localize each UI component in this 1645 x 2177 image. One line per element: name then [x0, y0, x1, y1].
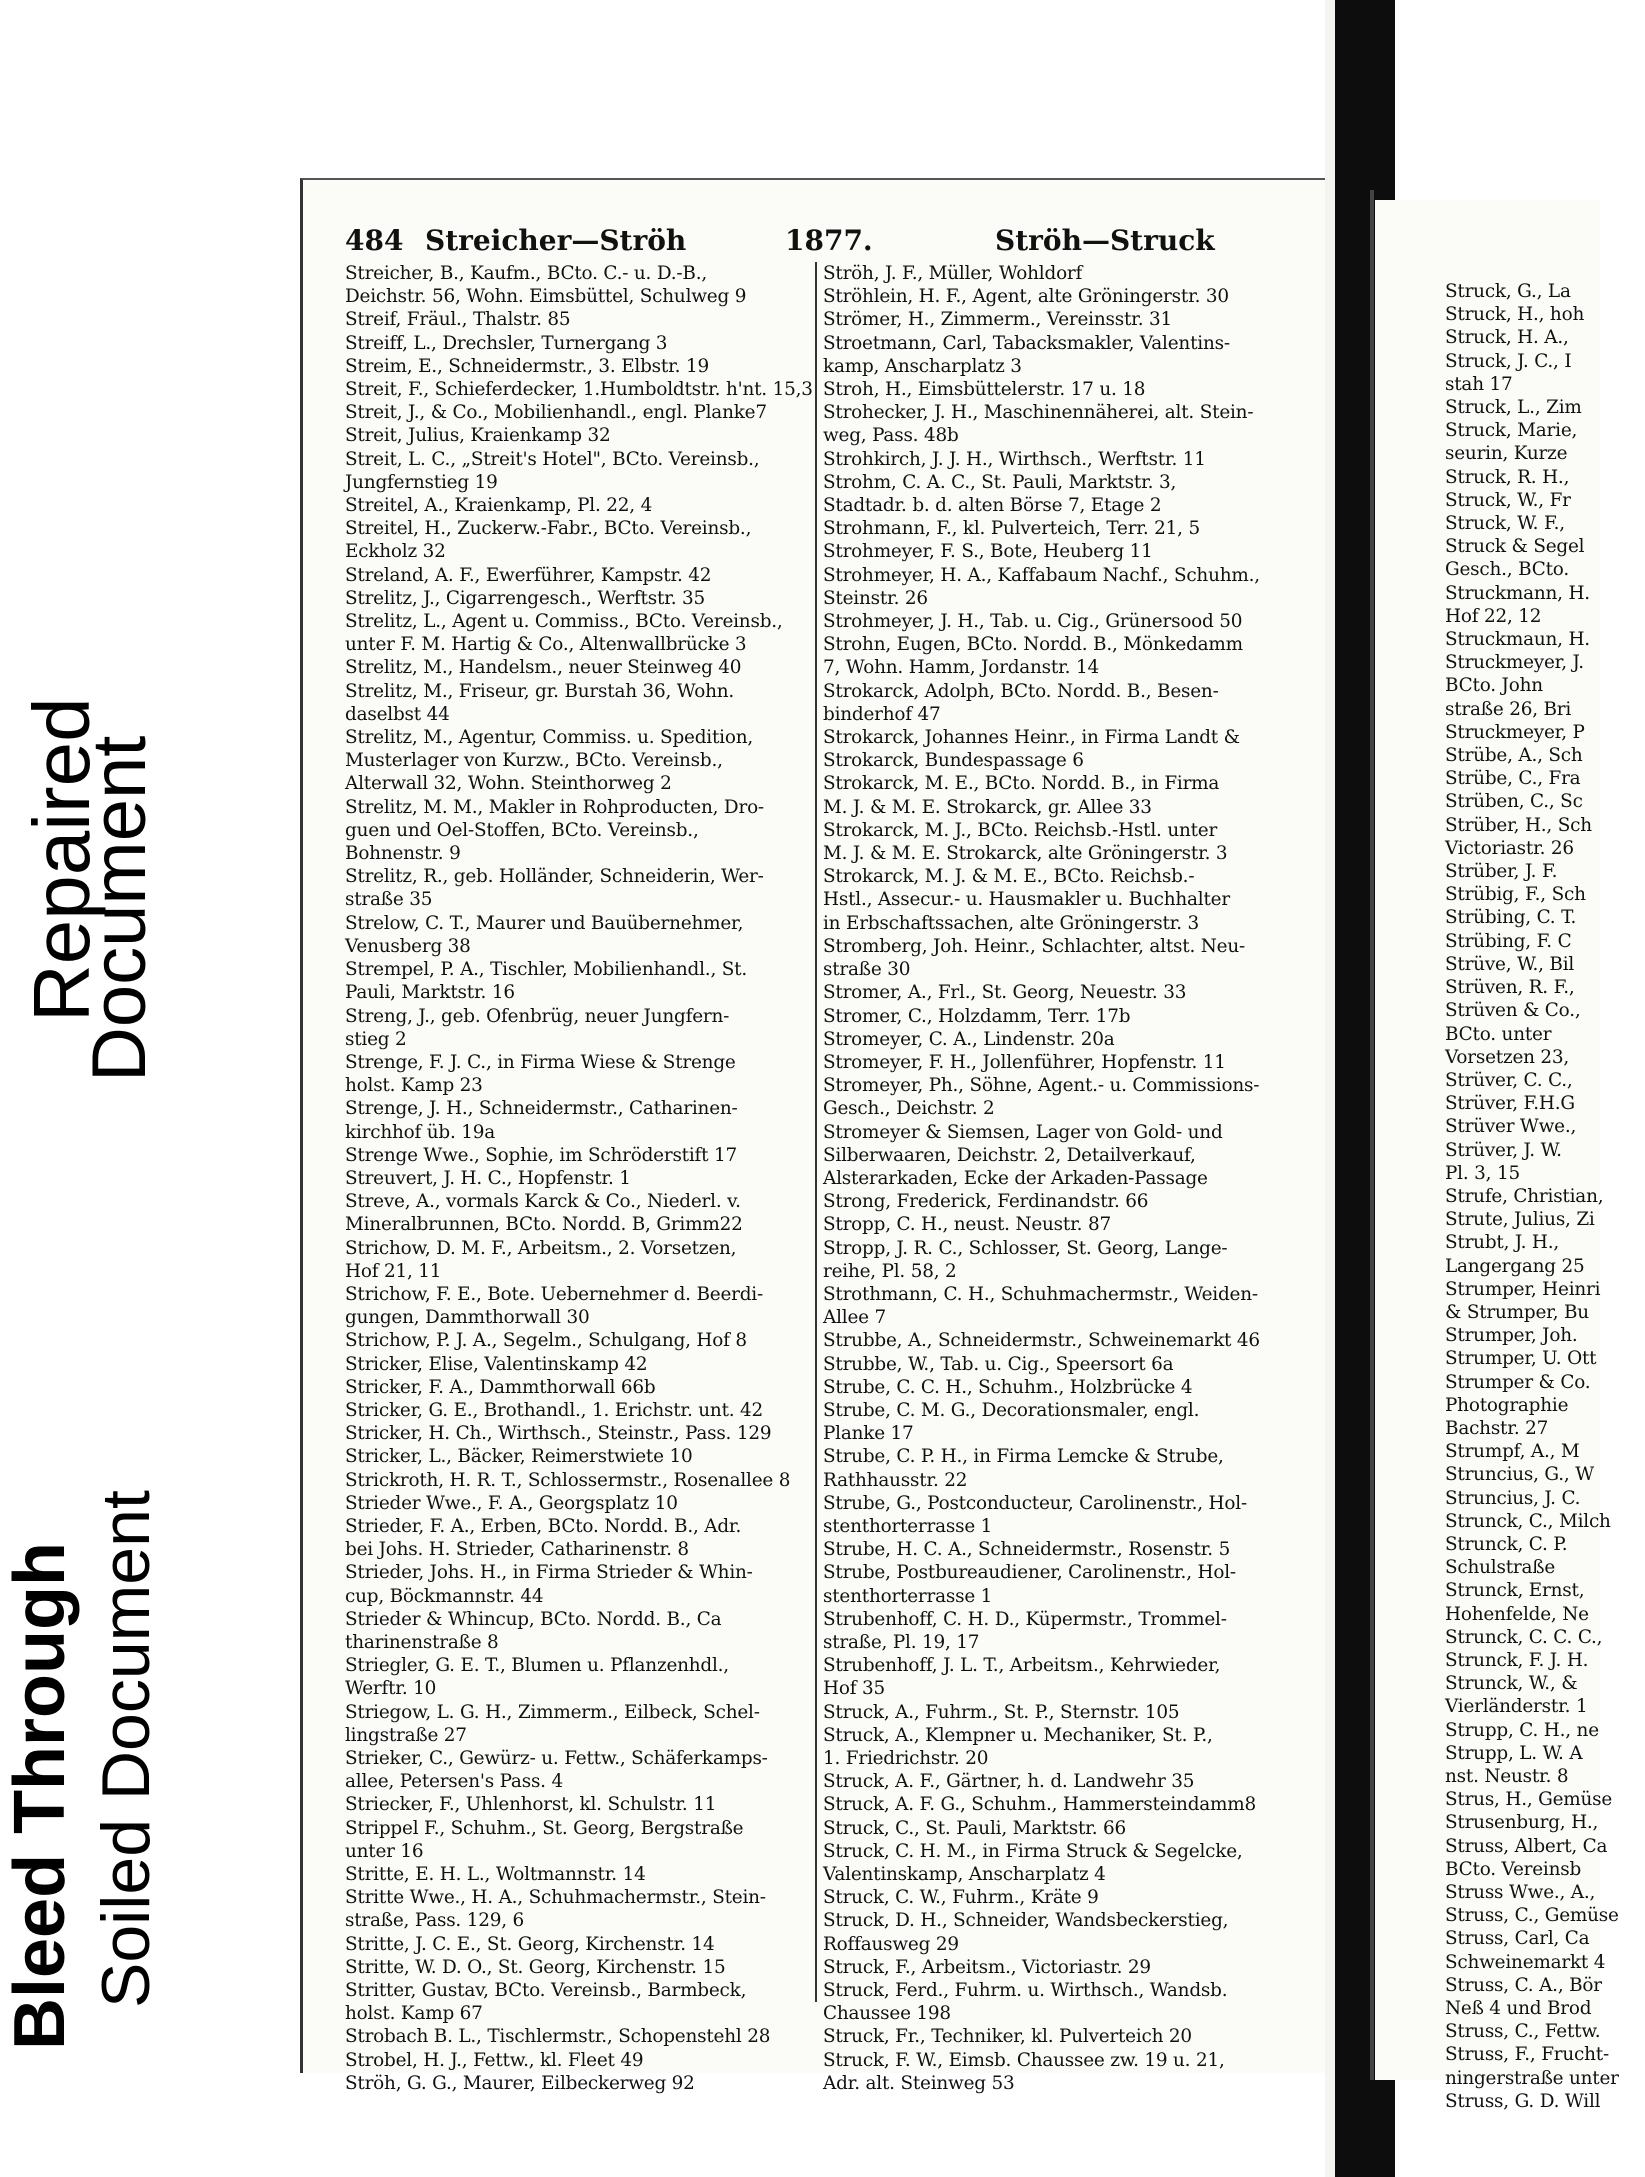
directory-entry: Stricker, F. A., Dammthorwall 66b [345, 1376, 656, 1398]
right-range-title: Ströh—Struck [995, 224, 1215, 257]
directory-entry: Victoriastr. 26 [1445, 837, 1574, 859]
directory-entry: Strenge, F. J. C., in Firma Wiese & Strenge [345, 1051, 736, 1073]
directory-entry: Strieder & Whincup, BCto. Nordd. B., Ca [345, 1608, 722, 1630]
directory-entry: Stritte, W. D. O., St. Georg, Kirchenstr. 15 [345, 1956, 726, 1978]
directory-entry: Strunck, C. P. [1445, 1533, 1568, 1555]
directory-entry: bei Johs. H. Strieder, Catharinenstr. 8 [345, 1539, 689, 1561]
directory-entry: Strumper, Heinri [1445, 1278, 1601, 1300]
next-page-fragment [1375, 200, 1619, 2112]
directory-entry: Mineralbrunnen, BCto. Nordd. B, Grimm22 [345, 1214, 743, 1236]
directory-entry: Streland, A. F., Ewerführer, Kampstr. 42 [345, 564, 712, 586]
directory-entry: Struck, G., La [1445, 281, 1571, 302]
directory-entry: Strus, H., Gemüse [1445, 1789, 1613, 1811]
directory-entry: straße 35 [345, 889, 433, 911]
directory-entry: Stritte Wwe., H. A., Schuhmachermstr., Stein- [345, 1887, 766, 1909]
directory-entry: Struss, Carl, Ca [1445, 1928, 1590, 1950]
directory-entry: Struck, Marie, [1445, 420, 1578, 442]
directory-entry: Strübing, C. T. [1445, 907, 1577, 929]
directory-entry: Strunck, W., & [1445, 1673, 1578, 1695]
directory-entry: Struckmann, H. [1445, 582, 1590, 604]
directory-entry: Stroh, H., Eimsbüttelerstr. 17 u. 18 [823, 379, 1146, 401]
directory-entry: Ströh, J. F., Müller, Wohldorf [823, 263, 1083, 284]
directory-entry: Struck, F. W., Eimsb. Chaussee zw. 19 u. 21, [823, 2049, 1225, 2071]
directory-entry: Strelitz, L., Agent u. Commiss., BCto. Vereinsb., [345, 611, 783, 633]
directory-entry: Eckholz 32 [345, 541, 446, 563]
directory-entry: Strelitz, M., Agentur, Commiss. u. Spedition, [345, 727, 753, 749]
directory-entry: Strohm, C. A. C., St. Pauli, Marktstr. 3, [823, 471, 1177, 493]
directory-entry: Strunck, Ernst, [1445, 1580, 1585, 1602]
directory-entry: Strelitz, R., geb. Holländer, Schneiderin, Wer- [345, 866, 764, 888]
directory-entry: Stricker, L., Bäcker, Reimerstwiete 10 [345, 1446, 693, 1468]
directory-entry: Deichstr. 56, Wohn. Eimsbüttel, Schulweg 9 [345, 286, 747, 308]
directory-entry: reihe, Pl. 58, 2 [823, 1260, 957, 1282]
directory-entry: lingstraße 27 [345, 1724, 467, 1746]
directory-entry: allee, Petersen's Pass. 4 [345, 1771, 563, 1793]
directory-entry: Strupp, C. H., ne [1445, 1719, 1599, 1741]
directory-entry: M. J. & M. E. Strokarck, gr. Allee 33 [823, 796, 1152, 818]
directory-entry: Striecker, F., Uhlenhorst, kl. Schulstr. 11 [345, 1794, 717, 1816]
directory-entry: Strohmeyer, J. H., Tab. u. Cig., Grünersood 50 [823, 611, 1243, 633]
directory-entry: Chaussee 198 [823, 2003, 951, 2025]
directory-entry: Struck, A., Fuhrm., St. P., Sternstr. 105 [823, 1701, 1180, 1723]
column-divider [815, 262, 817, 2002]
directory-entry: Strichow, F. E., Bote. Uebernehmer d. Beerdi- [345, 1283, 763, 1305]
directory-entry: Strelitz, M., Handelsm., neuer Steinweg 40 [345, 657, 742, 679]
directory-entry: Streng, J., geb. Ofenbrüg, neuer Jungfern- [345, 1005, 730, 1027]
directory-entry: Stroetmann, Carl, Tabacksmakler, Valentins- [823, 332, 1230, 354]
directory-entry: Strüber, J. F. [1445, 861, 1558, 883]
directory-entry: Strufe, Christian, [1445, 1185, 1604, 1207]
directory-entry: Strüber, H., Sch [1445, 814, 1592, 836]
directory-entry: Bohnenstr. 9 [345, 843, 461, 865]
directory-entry: Allee 7 [823, 1307, 886, 1329]
directory-entry: gungen, Dammthorwall 30 [345, 1307, 590, 1329]
directory-entry: Strüver, J. W. [1445, 1139, 1562, 1161]
directory-entry: Strüben, C., Sc [1445, 791, 1583, 813]
directory-entry: stenthorterrasse 1 [823, 1585, 993, 1607]
directory-entry: Alsterarkaden, Ecke der Arkaden-Passage [823, 1167, 1208, 1189]
directory-entry: Vorsetzen 23, [1445, 1046, 1570, 1068]
left-range-title: Streicher—Ströh [425, 224, 687, 257]
directory-entry: Strube, Postbureaudiener, Carolinenstr., Hol- [823, 1562, 1236, 1584]
directory-entry: holst. Kamp 23 [345, 1075, 483, 1097]
side-labels [0, 0, 230, 2177]
directory-entry: Pl. 3, 15 [1445, 1162, 1520, 1184]
directory-entry: Streit, F., Schieferdecker, 1.Humboldtstr. h'nt. 15,3 [345, 379, 813, 401]
directory-entry: Strube, H. C. A., Schneidermstr., Rosenstr. 5 [823, 1539, 1231, 1561]
directory-entry: Struck, Ferd., Fuhrm. u. Wirthsch., Wandsb. [823, 1980, 1228, 2002]
directory-entry: Struncius, G., W [1445, 1464, 1594, 1486]
directory-entry: Stromeyer, C. A., Lindenstr. 20a [823, 1028, 1115, 1050]
directory-entry: Struck, W. F., [1445, 513, 1565, 535]
directory-entry: Strusenburg, H., [1445, 1812, 1599, 1834]
directory-entry: Strippel F., Schuhm., St. Georg, Bergstraße [345, 1817, 744, 1839]
directory-entry: Strohmeyer, H. A., Kaffabaum Nachf., Schuhm., [823, 564, 1260, 586]
directory-entry: Strohn, Eugen, BCto. Nordd. B., Mönkedamm [823, 634, 1243, 656]
directory-entry: tharinenstraße 8 [345, 1631, 499, 1653]
directory-entry: daselbst 44 [345, 703, 450, 725]
directory-entry: straße 26, Bri [1445, 698, 1572, 720]
directory-entry: Planke 17 [823, 1423, 914, 1445]
left-column [345, 262, 813, 2095]
directory-entry: Strohecker, J. H., Maschinennäherei, alt. Stein- [823, 402, 1254, 424]
directory-entry: Strieker, C., Gewürz- u. Fettw., Schäferkamps- [345, 1748, 768, 1769]
directory-entry: Struckmeyer, P [1445, 721, 1585, 743]
directory-entry: Strothmann, C. H., Schuhmachermstr., Weiden- [823, 1283, 1258, 1305]
directory-entry: BCto. John [1445, 675, 1543, 697]
directory-entry: 7, Wohn. Hamm, Jordanstr. 14 [823, 657, 1099, 679]
directory-entry: Streit, Julius, Kraienkamp 32 [345, 425, 611, 447]
directory-entry: Struck, L., Zim [1445, 397, 1582, 419]
directory-entry: Struss, F., Frucht- [1445, 2044, 1609, 2066]
directory-entry: cup, Böckmannstr. 44 [345, 1585, 544, 1607]
directory-entry: Struckmeyer, J. [1445, 652, 1584, 674]
directory-entry: kamp, Anscharplatz 3 [823, 355, 1022, 377]
directory-entry: Struss, C., Gemüse [1445, 1905, 1619, 1927]
directory-entry: Struckmaun, H. [1445, 629, 1590, 651]
directory-entry: Struck, F., Arbeitsm., Victoriastr. 29 [823, 1956, 1151, 1978]
directory-entry: Struck, C. H. M., in Firma Struck & Segelcke, [823, 1840, 1243, 1862]
directory-entry: Stritter, Gustav, BCto. Vereinsb., Barmbeck, [345, 1980, 747, 2002]
directory-entry: Valentinskamp, Anscharplatz 4 [823, 1864, 1106, 1886]
directory-entry: Adr. alt. Steinweg 53 [823, 2072, 1015, 2094]
directory-entry: Streuvert, J. H. C., Hopfenstr. 1 [345, 1167, 631, 1189]
directory-entry: Strumpf, A., M [1445, 1441, 1580, 1463]
directory-entry: Struncius, J. C. [1445, 1487, 1581, 1509]
directory-entry: Photographie [1445, 1394, 1569, 1416]
directory-entry: Struck, J. C., I [1445, 350, 1572, 372]
directory-entry: Struck, Fr., Techniker, kl. Pulverteich 20 [823, 2026, 1192, 2048]
label-repaired-document: Document [77, 735, 162, 1082]
directory-entry: Strübe, A., Sch [1445, 745, 1583, 767]
directory-entry: Strelitz, J., Cigarrengesch., Werftstr. 35 [345, 587, 706, 609]
directory-entry: Strokarck, M. E., BCto. Nordd. B., in Firma [823, 773, 1220, 795]
directory-entry: Strieder Wwe., F. A., Georgsplatz 10 [345, 1492, 678, 1514]
directory-entry: Strokarck, Adolph, BCto. Nordd. B., Besen- [823, 680, 1219, 702]
directory-entry: Strübe, C., Fra [1445, 768, 1581, 790]
directory-entry: Stromer, A., Frl., St. Georg, Neuestr. 33 [823, 982, 1187, 1004]
directory-entry: Strömer, H., Zimmerm., Vereinsstr. 31 [823, 309, 1173, 331]
directory-entry: Streitel, A., Kraienkamp, Pl. 22, 4 [345, 495, 653, 517]
directory-entry: Strüve, W., Bil [1445, 953, 1575, 975]
directory-entry: Struss Wwe., A., [1445, 1882, 1596, 1904]
directory-entry: M. J. & M. E. Strokarck, alte Gröningerstr. 3 [823, 843, 1228, 865]
directory-entry: Streitel, H., Zuckerw.-Fabr., BCto. Vereinsb., [345, 518, 752, 540]
directory-entry: Strohmann, F., kl. Pulverteich, Terr. 21, 5 [823, 518, 1200, 540]
directory-entry: Schweinemarkt 4 [1445, 1951, 1606, 1973]
directory-entry: Neß 4 und Brod [1445, 1998, 1592, 2020]
directory-entry: Strüver, F.H.G [1445, 1093, 1575, 1115]
directory-entry: Strichow, P. J. A., Segelm., Schulgang, Hof 8 [345, 1330, 747, 1352]
directory-entry: Struss, Albert, Ca [1445, 1835, 1608, 1857]
directory-entry: stieg 2 [345, 1028, 407, 1050]
directory-entry: Stromer, C., Holzdamm, Terr. 17b [823, 1005, 1131, 1027]
directory-entry: Musterlager von Kurzw., BCto. Vereinsb., [345, 750, 723, 772]
directory-entry: Strubenhoff, C. H. D., Küpermstr., Trommel- [823, 1608, 1227, 1630]
directory-entry: Strelow, C. T., Maurer und Bauübernehmer, [345, 912, 744, 934]
directory-entry: Stropp, C. H., neust. Neustr. 87 [823, 1214, 1111, 1236]
directory-page [300, 178, 1325, 2094]
directory-entry: Stritte, J. C. E., St. Georg, Kirchenstr. 14 [345, 1933, 715, 1955]
directory-entry: Strokarck, Bundespassage 6 [823, 750, 1084, 772]
directory-entry: Stadtadr. b. d. alten Börse 7, Etage 2 [823, 495, 1162, 517]
directory-entry: 1. Friedrichstr. 20 [823, 1748, 989, 1769]
directory-entry: binderhof 47 [823, 703, 941, 725]
directory-entry: Striegow, L. G. H., Zimmerm., Eilbeck, Schel- [345, 1701, 760, 1723]
label-soiled-document: Soiled Document [88, 1490, 164, 2008]
directory-entry: Roffausweg 29 [823, 1933, 959, 1955]
directory-entry: Struck, R. H., [1445, 466, 1570, 488]
directory-entry: Strüven, R. F., [1445, 977, 1575, 999]
directory-entry: Hohenfelde, Ne [1445, 1603, 1589, 1625]
directory-entry: Struck, C. W., Fuhrm., Kräte 9 [823, 1887, 1099, 1909]
directory-entry: Hof 22, 12 [1445, 605, 1542, 627]
directory-entry: Streiff, L., Drechsler, Turnergang 3 [345, 332, 668, 354]
directory-entry: Strüven & Co., [1445, 1000, 1581, 1022]
directory-entry: Langergang 25 [1445, 1255, 1585, 1277]
directory-entry: Struck, W., Fr [1445, 489, 1571, 511]
directory-entry: seurin, Kurze [1445, 443, 1568, 465]
directory-entry: Strube, C. C. H., Schuhm., Holzbrücke 4 [823, 1376, 1193, 1398]
directory-entry: Rathhausstr. 22 [823, 1469, 968, 1491]
directory-entry: Streim, E., Schneidermstr., 3. Elbstr. 19 [345, 355, 709, 377]
next-page-column [1445, 280, 1645, 2113]
directory-entry: stah 17 [1445, 373, 1513, 395]
directory-entry: in Erbschaftssachen, alte Gröningerstr. 3 [823, 912, 1200, 934]
directory-entry: Strumper, Joh. [1445, 1325, 1578, 1347]
directory-entry: Struss, G. D. Will [1445, 2090, 1601, 2112]
directory-entry: Strokarck, Johannes Heinr., in Firma Landt & [823, 727, 1240, 749]
directory-entry: Stromberg, Joh. Heinr., Schlachter, altst. Neu- [823, 935, 1245, 957]
directory-entry: Venusberg 38 [345, 935, 471, 957]
label-bleed-through: Bleed Through [0, 1542, 80, 2050]
directory-entry: Strickroth, H. R. T., Schlossermstr., Rosenallee 8 [345, 1469, 791, 1491]
directory-entry: Pauli, Marktstr. 16 [345, 982, 515, 1004]
directory-entry: Strelitz, M., Friseur, gr. Burstah 36, Wohn. [345, 680, 735, 702]
directory-entry: Strubbe, W., Tab. u. Cig., Speersort 6a [823, 1353, 1174, 1375]
directory-entry: Ströh, G. G., Maurer, Eilbeckerweg 92 [345, 2072, 695, 2094]
directory-entry: Struck, C., St. Pauli, Marktstr. 66 [823, 1817, 1127, 1839]
directory-entry: Strobach B. L., Tischlermstr., Schopenstehl 28 [345, 2026, 771, 2048]
directory-entry: Strube, C. P. H., in Firma Lemcke & Strube, [823, 1446, 1224, 1468]
directory-entry: Struss, C., Fettw. [1445, 2021, 1601, 2043]
directory-entry: Strupp, L. W. A [1445, 1742, 1583, 1764]
directory-entry: Strohmeyer, F. S., Bote, Heuberg 11 [823, 541, 1153, 563]
year: 1877. [785, 224, 873, 257]
directory-entry: Struss, C. A., Bör [1445, 1974, 1602, 1996]
directory-entry: Strenge Wwe., Sophie, im Schröderstift 17 [345, 1144, 737, 1166]
directory-entry: Strenge, J. H., Schneidermstr., Catharinen- [345, 1098, 738, 1120]
directory-entry: Steinstr. 26 [823, 587, 928, 609]
directory-entry: Strüver, C. C., [1445, 1069, 1573, 1091]
directory-entry: weg, Pass. 48b [823, 425, 959, 447]
directory-entry: Strieder, F. A., Erben, BCto. Nordd. B., Adr. [345, 1515, 742, 1537]
directory-entry: Strempel, P. A., Tischler, Mobilienhandl., St. [345, 959, 747, 981]
directory-entry: BCto. Vereinsb [1445, 1858, 1582, 1880]
directory-entry: Silberwaaren, Deichstr. 2, Detailverkauf, [823, 1144, 1196, 1166]
directory-entry: unter F. M. Hartig & Co., Altenwallbrücke 3 [345, 634, 747, 656]
directory-entry: Alterwall 32, Wohn. Steinthorweg 2 [345, 773, 672, 795]
directory-entry: Struck, A. F., Gärtner, h. d. Landwehr 35 [823, 1771, 1195, 1793]
directory-entry: Stromeyer & Siemsen, Lager von Gold- und [823, 1121, 1223, 1143]
directory-entry: Hstl., Assecur.- u. Hausmakler u. Buchhalter [823, 889, 1230, 911]
directory-entry: Strunck, C., Milch [1445, 1510, 1611, 1532]
directory-entry: Stricker, H. Ch., Wirthsch., Steinstr., Pass. 129 [345, 1423, 772, 1445]
directory-entry: Strube, C. M. G., Decorationsmaler, engl. [823, 1399, 1200, 1421]
directory-entry: ningerstraße unter [1445, 2067, 1619, 2089]
directory-entry: Strunck, C. C. C., [1445, 1626, 1603, 1648]
directory-entry: Stromeyer, F. H., Jollenführer, Hopfenstr. 11 [823, 1051, 1226, 1073]
directory-entry: Strube, G., Postconducteur, Carolinenstr., Hol- [823, 1492, 1247, 1514]
directory-entry: Hof 21, 11 [345, 1260, 442, 1282]
directory-entry: Strokarck, M. J., BCto. Reichsb.-Hstl. unter [823, 819, 1218, 841]
directory-entry: Streit, L. C., „Streit's Hotel", BCto. Vereinsb., [345, 448, 760, 470]
directory-entry: guen und Oel-Stoffen, BCto. Vereinsb., [345, 819, 699, 841]
directory-entry: Gesch., Deichstr. 2 [823, 1098, 995, 1120]
directory-entry: Struck, A., Klempner u. Mechaniker, St. P., [823, 1724, 1213, 1746]
directory-entry: Strübing, F. C [1445, 930, 1572, 952]
directory-entry: Schulstraße [1445, 1557, 1556, 1579]
directory-entry: straße, Pass. 129, 6 [345, 1910, 525, 1932]
directory-entry: Strichow, D. M. F., Arbeitsm., 2. Vorsetzen, [345, 1237, 737, 1259]
directory-entry: Striegler, G. E. T., Blumen u. Pflanzenhdl., [345, 1655, 729, 1677]
directory-entry: Gesch., BCto. [1445, 559, 1570, 581]
gutter-line [1370, 190, 1374, 2080]
directory-entry: Stromeyer, Ph., Söhne, Agent.- u. Commissions- [823, 1075, 1260, 1097]
directory-entry: unter 16 [345, 1840, 424, 1862]
directory-entry: Strumper & Co. [1445, 1371, 1591, 1393]
directory-entry: Struck, D. H., Schneider, Wandsbeckerstieg, [823, 1910, 1229, 1932]
directory-entry: Vierländerstr. 1 [1445, 1696, 1588, 1718]
directory-entry: Streve, A., vormals Karck & Co., Niederl. v. [345, 1191, 741, 1213]
directory-entry: Ströhlein, H. F., Agent, alte Gröningerstr. 30 [823, 286, 1229, 308]
directory-entry: Strubbe, A., Schneidermstr., Schweinemarkt 46 [823, 1330, 1260, 1352]
directory-entry: Strubt, J. H., [1445, 1232, 1560, 1254]
directory-entry: Strobel, H. J., Fettw., kl. Fleet 49 [345, 2049, 644, 2071]
directory-entry: kirchhof üb. 19a [345, 1121, 496, 1143]
directory-entry: Jungfernstieg 19 [345, 471, 498, 493]
directory-entry: nst. Neustr. 8 [1445, 1766, 1569, 1787]
directory-entry: Struck, H., hoh [1445, 304, 1585, 326]
directory-entry: Strübig, F., Sch [1445, 884, 1586, 906]
directory-entry: Strubenhoff, J. L. T., Arbeitsm., Kehrwieder, [823, 1655, 1221, 1677]
directory-entry: Streif, Fräul., Thalstr. 85 [345, 309, 571, 331]
directory-entry: Strieder, Johs. H., in Firma Strieder & Whin- [345, 1562, 753, 1584]
directory-entry: Strokarck, M. J. & M. E., BCto. Reichsb.- [823, 866, 1195, 888]
directory-entry: Strunck, F. J. H. [1445, 1649, 1589, 1671]
directory-entry: Bachstr. 27 [1445, 1417, 1549, 1439]
label-repaired: Repaired [17, 697, 106, 1022]
directory-entry: BCto. unter [1445, 1023, 1552, 1045]
directory-entry: Strüver Wwe., [1445, 1116, 1577, 1138]
right-column [823, 262, 1288, 2095]
directory-entry: Struck, H. A., [1445, 327, 1569, 349]
directory-entry: Strong, Frederick, Ferdinandstr. 66 [823, 1191, 1149, 1213]
directory-entry: Werftr. 10 [345, 1678, 437, 1700]
directory-entry: straße, Pl. 19, 17 [823, 1631, 980, 1653]
directory-entry: Stricker, Elise, Valentinskamp 42 [345, 1353, 648, 1375]
page-number: 484 [345, 224, 404, 257]
directory-entry: Struck & Segel [1445, 536, 1585, 558]
directory-entry: Strumper, U. Ott [1445, 1348, 1597, 1370]
directory-entry: Streicher, B., Kaufm., BCto. C.- u. D.-B., [345, 263, 707, 284]
directory-entry: Stritte, E. H. L., Woltmannstr. 14 [345, 1864, 646, 1886]
directory-entry: stenthorterrasse 1 [823, 1515, 993, 1537]
directory-entry: Stricker, G. E., Brothandl., 1. Erichstr. unt. 42 [345, 1399, 764, 1421]
directory-entry: Strohkirch, J. J. H., Wirthsch., Werftstr. 11 [823, 448, 1206, 470]
directory-entry: Struck, A. F. G., Schuhm., Hammersteindamm8 [823, 1794, 1257, 1816]
directory-entry: & Strumper, Bu [1445, 1301, 1589, 1323]
directory-entry: Strute, Julius, Zi [1445, 1209, 1595, 1231]
directory-entry: straße 30 [823, 959, 911, 981]
directory-entry: Strelitz, M. M., Makler in Rohproducten, Dro- [345, 796, 764, 818]
directory-entry: Hof 35 [823, 1678, 885, 1700]
directory-entry: holst. Kamp 67 [345, 2003, 483, 2025]
directory-entry: Streit, J., & Co., Mobilienhandl., engl. Planke7 [345, 402, 767, 424]
directory-entry: Stropp, J. R. C., Schlosser, St. Georg, Lange- [823, 1237, 1228, 1259]
